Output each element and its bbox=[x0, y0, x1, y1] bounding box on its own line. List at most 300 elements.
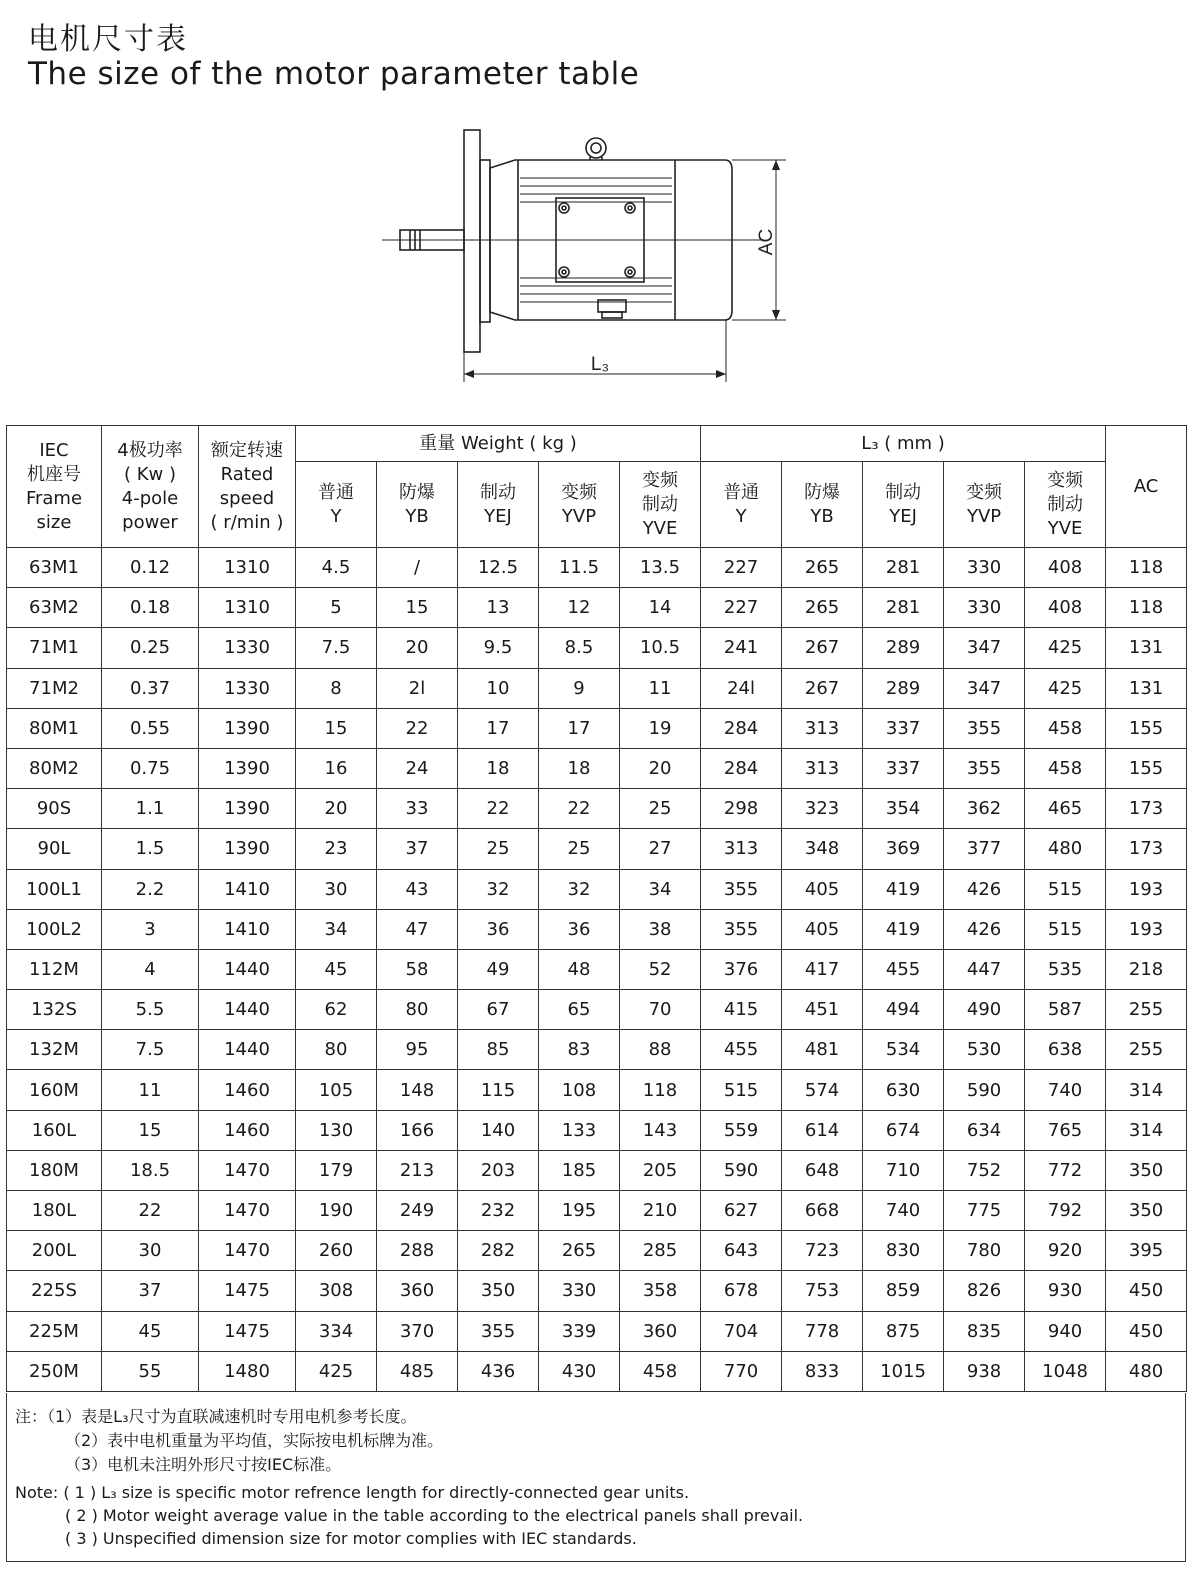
table-cell: 792 bbox=[1025, 1191, 1106, 1231]
header-line: YVP bbox=[561, 505, 597, 527]
table-cell: 112M bbox=[7, 949, 102, 989]
table-cell: 267 bbox=[782, 668, 863, 708]
table-cell: 203 bbox=[458, 1150, 539, 1190]
table-cell: 0.25 bbox=[102, 628, 199, 668]
table-cell: 355 bbox=[701, 909, 782, 949]
table-cell: 426 bbox=[944, 909, 1025, 949]
table-cell: 281 bbox=[863, 548, 944, 588]
table-cell: 1.5 bbox=[102, 829, 199, 869]
table-row bbox=[7, 1030, 1187, 1070]
table-cell: 67 bbox=[458, 990, 539, 1030]
table-cell: 1410 bbox=[199, 909, 296, 949]
table-cell: 360 bbox=[620, 1311, 701, 1351]
table-row bbox=[7, 1311, 1187, 1351]
header-line: Frame bbox=[25, 487, 83, 509]
table-cell: 490 bbox=[944, 990, 1025, 1030]
note-cn-1: 注：（1）表是L₃尺寸为直联减速机时专用电机参考长度。 bbox=[15, 1407, 417, 1426]
table-cell: 830 bbox=[863, 1231, 944, 1271]
table-cell: 13.5 bbox=[620, 548, 701, 588]
table-cell: 15 bbox=[102, 1110, 199, 1150]
table-cell: 859 bbox=[863, 1271, 944, 1311]
table-cell: 23 bbox=[296, 829, 377, 869]
table-cell: 225M bbox=[7, 1311, 102, 1351]
table-cell: 32 bbox=[458, 869, 539, 909]
table-cell: 590 bbox=[944, 1070, 1025, 1110]
header-line: 变频 bbox=[642, 469, 679, 491]
table-cell: 1390 bbox=[199, 748, 296, 788]
table-row bbox=[7, 548, 1187, 588]
table-cell: 115 bbox=[458, 1070, 539, 1110]
table-cell: 80M2 bbox=[7, 748, 102, 788]
table-cell: 350 bbox=[1106, 1191, 1187, 1231]
table-cell: 71M2 bbox=[7, 668, 102, 708]
table-cell: 22 bbox=[458, 789, 539, 829]
table-cell: 408 bbox=[1025, 588, 1106, 628]
table-cell: 778 bbox=[782, 1311, 863, 1351]
table-cell: 241 bbox=[701, 628, 782, 668]
table-cell: 213 bbox=[377, 1150, 458, 1190]
table-cell: 282 bbox=[458, 1231, 539, 1271]
table-cell: 1048 bbox=[1025, 1351, 1106, 1391]
table-cell: 13 bbox=[458, 588, 539, 628]
header-rated-speed bbox=[199, 426, 296, 548]
table-cell: 108 bbox=[539, 1070, 620, 1110]
table-cell: 752 bbox=[944, 1150, 1025, 1190]
table-cell: 260 bbox=[296, 1231, 377, 1271]
table-cell: 155 bbox=[1106, 748, 1187, 788]
table-cell: 1440 bbox=[199, 990, 296, 1030]
table-cell: 20 bbox=[620, 748, 701, 788]
table-cell: 314 bbox=[1106, 1070, 1187, 1110]
table-cell: 200L bbox=[7, 1231, 102, 1271]
table-cell: 3 bbox=[102, 909, 199, 949]
table-cell: 85 bbox=[458, 1030, 539, 1070]
table-cell: 833 bbox=[782, 1351, 863, 1391]
table-cell: 458 bbox=[1025, 748, 1106, 788]
table-cell: 4 bbox=[102, 949, 199, 989]
table-cell: 313 bbox=[782, 708, 863, 748]
table-cell: 22 bbox=[377, 708, 458, 748]
table-row bbox=[7, 628, 1187, 668]
table-cell: 90S bbox=[7, 789, 102, 829]
table-cell: 1470 bbox=[199, 1191, 296, 1231]
table-cell: 330 bbox=[539, 1271, 620, 1311]
table-cell: 1460 bbox=[199, 1070, 296, 1110]
notes-section bbox=[6, 1393, 1186, 1562]
table-row bbox=[7, 708, 1187, 748]
table-cell: 131 bbox=[1106, 628, 1187, 668]
table-cell: 155 bbox=[1106, 708, 1187, 748]
table-cell: 425 bbox=[296, 1351, 377, 1391]
table-cell: 255 bbox=[1106, 1030, 1187, 1070]
table-cell: 55 bbox=[102, 1351, 199, 1391]
header-line: Y bbox=[735, 505, 747, 527]
subheader-cell bbox=[701, 462, 782, 548]
table-cell: 47 bbox=[377, 909, 458, 949]
table-cell: 195 bbox=[539, 1191, 620, 1231]
table-cell: 668 bbox=[782, 1191, 863, 1231]
table-cell: 19 bbox=[620, 708, 701, 748]
table-cell: 1390 bbox=[199, 789, 296, 829]
table-cell: 515 bbox=[701, 1070, 782, 1110]
table-row bbox=[7, 909, 1187, 949]
table-row bbox=[7, 1351, 1187, 1391]
motor-dimension-diagram bbox=[370, 120, 810, 390]
header-line: 制动 bbox=[1047, 493, 1084, 515]
table-cell: 395 bbox=[1106, 1231, 1187, 1271]
table-cell: 740 bbox=[1025, 1070, 1106, 1110]
header-line: 制动 bbox=[642, 493, 679, 515]
subheader-cell bbox=[458, 462, 539, 548]
subheader-cell bbox=[377, 462, 458, 548]
l3-label: L₃ bbox=[590, 354, 610, 375]
table-cell: 190 bbox=[296, 1191, 377, 1231]
table-cell: 180L bbox=[7, 1191, 102, 1231]
subheader-cell bbox=[1025, 462, 1106, 548]
table-cell: 1330 bbox=[199, 668, 296, 708]
motor-parameter-table bbox=[6, 425, 1187, 1392]
table-cell: 11 bbox=[102, 1070, 199, 1110]
table-cell: 100L1 bbox=[7, 869, 102, 909]
table-cell: 330 bbox=[944, 548, 1025, 588]
table-row bbox=[7, 748, 1187, 788]
header-l3-group: L₃ ( mm ) bbox=[701, 426, 1106, 462]
header-line: 额定转速 bbox=[211, 439, 283, 461]
table-cell: 58 bbox=[377, 949, 458, 989]
table-cell: 355 bbox=[458, 1311, 539, 1351]
table-cell: 430 bbox=[539, 1351, 620, 1391]
table-cell: 284 bbox=[701, 708, 782, 748]
header-line: ( r/min ) bbox=[210, 511, 284, 533]
table-row bbox=[7, 588, 1187, 628]
table-cell: 18 bbox=[539, 748, 620, 788]
table-cell: 480 bbox=[1106, 1351, 1187, 1391]
table-cell: 193 bbox=[1106, 909, 1187, 949]
subheader-cell bbox=[296, 462, 377, 548]
subheader-cell bbox=[620, 462, 701, 548]
table-cell: 25 bbox=[620, 789, 701, 829]
table-cell: 265 bbox=[782, 588, 863, 628]
table-cell: 20 bbox=[377, 628, 458, 668]
table-cell: 1475 bbox=[199, 1311, 296, 1351]
table-cell: 678 bbox=[701, 1271, 782, 1311]
table-cell: 358 bbox=[620, 1271, 701, 1311]
table-cell: 308 bbox=[296, 1271, 377, 1311]
table-cell: 337 bbox=[863, 748, 944, 788]
table-cell: 25 bbox=[458, 829, 539, 869]
table-cell: 355 bbox=[944, 708, 1025, 748]
table-cell: 95 bbox=[377, 1030, 458, 1070]
table-cell: 450 bbox=[1106, 1271, 1187, 1311]
table-cell: 9 bbox=[539, 668, 620, 708]
table-row bbox=[7, 1110, 1187, 1150]
table-cell: 22 bbox=[102, 1191, 199, 1231]
table-row bbox=[7, 1191, 1187, 1231]
table-cell: 419 bbox=[863, 909, 944, 949]
header-line: IEC bbox=[39, 439, 69, 461]
header-line: 普通 bbox=[723, 481, 760, 503]
table-cell: 285 bbox=[620, 1231, 701, 1271]
table-cell: 347 bbox=[944, 668, 1025, 708]
table-cell: 362 bbox=[944, 789, 1025, 829]
table-cell: 15 bbox=[377, 588, 458, 628]
table-cell: 255 bbox=[1106, 990, 1187, 1030]
table-cell: 140 bbox=[458, 1110, 539, 1150]
table-cell: 166 bbox=[377, 1110, 458, 1150]
lifting-ring bbox=[586, 138, 606, 158]
table-cell: 8.5 bbox=[539, 628, 620, 668]
table-cell: 52 bbox=[620, 949, 701, 989]
table-cell: 133 bbox=[539, 1110, 620, 1150]
header-line: YEJ bbox=[889, 505, 917, 527]
table-cell: 10.5 bbox=[620, 628, 701, 668]
table-cell: 15 bbox=[296, 708, 377, 748]
header-line: 变频 bbox=[1047, 469, 1084, 491]
table-cell: 775 bbox=[944, 1191, 1025, 1231]
table-cell: 18 bbox=[458, 748, 539, 788]
table-cell: 408 bbox=[1025, 548, 1106, 588]
table-cell: 485 bbox=[377, 1351, 458, 1391]
table-cell: 930 bbox=[1025, 1271, 1106, 1311]
table-cell: 90L bbox=[7, 829, 102, 869]
table-cell: 148 bbox=[377, 1070, 458, 1110]
table-cell: 450 bbox=[1106, 1311, 1187, 1351]
table-cell: 455 bbox=[701, 1030, 782, 1070]
table-cell: 32 bbox=[539, 869, 620, 909]
table-cell: 0.18 bbox=[102, 588, 199, 628]
table-cell: 704 bbox=[701, 1311, 782, 1351]
table-cell: 14 bbox=[620, 588, 701, 628]
table-cell: 18.5 bbox=[102, 1150, 199, 1190]
table-cell: 70 bbox=[620, 990, 701, 1030]
table-cell: 16 bbox=[296, 748, 377, 788]
header-line: YVE bbox=[642, 517, 678, 539]
table-cell: 131 bbox=[1106, 668, 1187, 708]
table-cell: 938 bbox=[944, 1351, 1025, 1391]
table-row bbox=[7, 869, 1187, 909]
table-cell: 634 bbox=[944, 1110, 1025, 1150]
table-cell: 83 bbox=[539, 1030, 620, 1070]
table-cell: 34 bbox=[296, 909, 377, 949]
table-cell: 5 bbox=[296, 588, 377, 628]
table-cell: 347 bbox=[944, 628, 1025, 668]
table-cell: 355 bbox=[701, 869, 782, 909]
table-cell: 350 bbox=[458, 1271, 539, 1311]
table-cell: 193 bbox=[1106, 869, 1187, 909]
table-cell: 173 bbox=[1106, 829, 1187, 869]
table-cell: 313 bbox=[782, 748, 863, 788]
header-line: 机座号 bbox=[27, 463, 81, 485]
table-cell: 559 bbox=[701, 1110, 782, 1150]
table-cell: 875 bbox=[863, 1311, 944, 1351]
table-cell: 37 bbox=[102, 1271, 199, 1311]
table-cell: 250M bbox=[7, 1351, 102, 1391]
table-cell: 118 bbox=[1106, 588, 1187, 628]
subheader-cell bbox=[944, 462, 1025, 548]
table-cell: / bbox=[377, 548, 458, 588]
table-cell: 7.5 bbox=[102, 1030, 199, 1070]
table-cell: 173 bbox=[1106, 789, 1187, 829]
table-cell: 288 bbox=[377, 1231, 458, 1271]
table-cell: 100L2 bbox=[7, 909, 102, 949]
header-line: 防爆 bbox=[399, 481, 435, 503]
table-cell: 451 bbox=[782, 990, 863, 1030]
table-cell: 27 bbox=[620, 829, 701, 869]
header-line: YB bbox=[405, 505, 429, 527]
table-cell: 143 bbox=[620, 1110, 701, 1150]
header-line: speed bbox=[219, 487, 275, 509]
header-line: 4极功率 bbox=[117, 439, 183, 461]
table-cell: 0.75 bbox=[102, 748, 199, 788]
table-cell: 105 bbox=[296, 1070, 377, 1110]
table-cell: 17 bbox=[458, 708, 539, 748]
table-cell: 920 bbox=[1025, 1231, 1106, 1271]
table-cell: 360 bbox=[377, 1271, 458, 1311]
table-cell: 267 bbox=[782, 628, 863, 668]
table-cell: 11.5 bbox=[539, 548, 620, 588]
table-cell: 11 bbox=[620, 668, 701, 708]
header-line: 制动 bbox=[480, 481, 516, 503]
table-cell: 289 bbox=[863, 668, 944, 708]
table-cell: 313 bbox=[701, 829, 782, 869]
table-cell: 80M1 bbox=[7, 708, 102, 748]
table-cell: 130 bbox=[296, 1110, 377, 1150]
table-cell: 38 bbox=[620, 909, 701, 949]
table-cell: 132S bbox=[7, 990, 102, 1030]
table-cell: 590 bbox=[701, 1150, 782, 1190]
table-cell: 425 bbox=[1025, 668, 1106, 708]
table-cell: 10 bbox=[458, 668, 539, 708]
header-line: YVE bbox=[1047, 517, 1083, 539]
note-cn-3: （3）电机未注明外形尺寸按IEC标准。 bbox=[65, 1455, 342, 1474]
table-cell: 71M1 bbox=[7, 628, 102, 668]
table-cell: 25 bbox=[539, 829, 620, 869]
header-line: power bbox=[122, 511, 178, 533]
table-cell: 284 bbox=[701, 748, 782, 788]
table-cell: 36 bbox=[539, 909, 620, 949]
table-cell: 630 bbox=[863, 1070, 944, 1110]
table-row bbox=[7, 789, 1187, 829]
table-cell: 494 bbox=[863, 990, 944, 1030]
table-cell: 574 bbox=[782, 1070, 863, 1110]
table-cell: 405 bbox=[782, 909, 863, 949]
table-cell: 1470 bbox=[199, 1231, 296, 1271]
table-cell: 458 bbox=[620, 1351, 701, 1391]
header-line: YB bbox=[810, 505, 834, 527]
table-cell: 425 bbox=[1025, 628, 1106, 668]
table-cell: 205 bbox=[620, 1150, 701, 1190]
table-cell: 419 bbox=[863, 869, 944, 909]
table-row bbox=[7, 1271, 1187, 1311]
table-cell: 265 bbox=[782, 548, 863, 588]
table-cell: 7.5 bbox=[296, 628, 377, 668]
note-en-1: Note: ( 1 ) L₃ size is specific motor refrence length for directly-connected gear units. bbox=[15, 1483, 690, 1502]
table-cell: 17 bbox=[539, 708, 620, 748]
table-cell: 780 bbox=[944, 1231, 1025, 1271]
header-line: 4-pole bbox=[121, 487, 179, 509]
table-row bbox=[7, 668, 1187, 708]
table-cell: 30 bbox=[296, 869, 377, 909]
table-cell: 480 bbox=[1025, 829, 1106, 869]
table-row bbox=[7, 1070, 1187, 1110]
table-cell: 1015 bbox=[863, 1351, 944, 1391]
header-line: 防爆 bbox=[804, 481, 841, 503]
table-cell: 1390 bbox=[199, 829, 296, 869]
header-line: ( Kw ) bbox=[123, 463, 176, 485]
table-cell: 45 bbox=[296, 949, 377, 989]
page-title-en: The size of the motor parameter table bbox=[28, 56, 640, 92]
table-cell: 770 bbox=[701, 1351, 782, 1391]
table-cell: 339 bbox=[539, 1311, 620, 1351]
table-cell: 826 bbox=[944, 1271, 1025, 1311]
table-cell: 160L bbox=[7, 1110, 102, 1150]
table-row bbox=[7, 1231, 1187, 1271]
header-weight-group: 重量 Weight ( kg ) bbox=[296, 426, 701, 462]
table-cell: 369 bbox=[863, 829, 944, 869]
table-cell: 753 bbox=[782, 1271, 863, 1311]
table-cell: 80 bbox=[296, 1030, 377, 1070]
table-cell: 298 bbox=[701, 789, 782, 829]
table-cell: 314 bbox=[1106, 1110, 1187, 1150]
table-row bbox=[7, 829, 1187, 869]
table-cell: 43 bbox=[377, 869, 458, 909]
table-cell: 210 bbox=[620, 1191, 701, 1231]
table-cell: 5.5 bbox=[102, 990, 199, 1030]
table-cell: 1440 bbox=[199, 1030, 296, 1070]
subheader-cell bbox=[539, 462, 620, 548]
table-cell: 36 bbox=[458, 909, 539, 949]
table-cell: 337 bbox=[863, 708, 944, 748]
table-cell: 20 bbox=[296, 789, 377, 829]
table-cell: 740 bbox=[863, 1191, 944, 1231]
table-cell: 12 bbox=[539, 588, 620, 628]
table-cell: 530 bbox=[944, 1030, 1025, 1070]
table-cell: 417 bbox=[782, 949, 863, 989]
table-cell: 227 bbox=[701, 588, 782, 628]
table-cell: 354 bbox=[863, 789, 944, 829]
table-cell: 723 bbox=[782, 1231, 863, 1271]
table-cell: 648 bbox=[782, 1150, 863, 1190]
table-cell: 80 bbox=[377, 990, 458, 1030]
table-cell: 1475 bbox=[199, 1271, 296, 1311]
table-cell: 37 bbox=[377, 829, 458, 869]
table-cell: 376 bbox=[701, 949, 782, 989]
table-cell: 289 bbox=[863, 628, 944, 668]
table-cell: 323 bbox=[782, 789, 863, 829]
table-cell: 63M1 bbox=[7, 548, 102, 588]
header-line: 普通 bbox=[318, 481, 354, 503]
header-line: size bbox=[36, 511, 72, 533]
header-line: Rated bbox=[220, 463, 274, 485]
note-cn-2: （2）表中电机重量为平均值，实际按电机标牌为准。 bbox=[65, 1431, 444, 1450]
table-cell: 643 bbox=[701, 1231, 782, 1271]
table-row bbox=[7, 1150, 1187, 1190]
header-frame-size bbox=[7, 426, 102, 548]
table-cell: 940 bbox=[1025, 1311, 1106, 1351]
table-cell: 118 bbox=[1106, 548, 1187, 588]
table-cell: 426 bbox=[944, 869, 1025, 909]
table-cell: 350 bbox=[1106, 1150, 1187, 1190]
table-cell: 265 bbox=[539, 1231, 620, 1271]
table-cell: 1310 bbox=[199, 548, 296, 588]
table-cell: 49 bbox=[458, 949, 539, 989]
header-power bbox=[102, 426, 199, 548]
table-cell: 436 bbox=[458, 1351, 539, 1391]
table-cell: 0.55 bbox=[102, 708, 199, 748]
subheader-cell bbox=[782, 462, 863, 548]
table-cell: 765 bbox=[1025, 1110, 1106, 1150]
header-line: YVP bbox=[966, 505, 1002, 527]
